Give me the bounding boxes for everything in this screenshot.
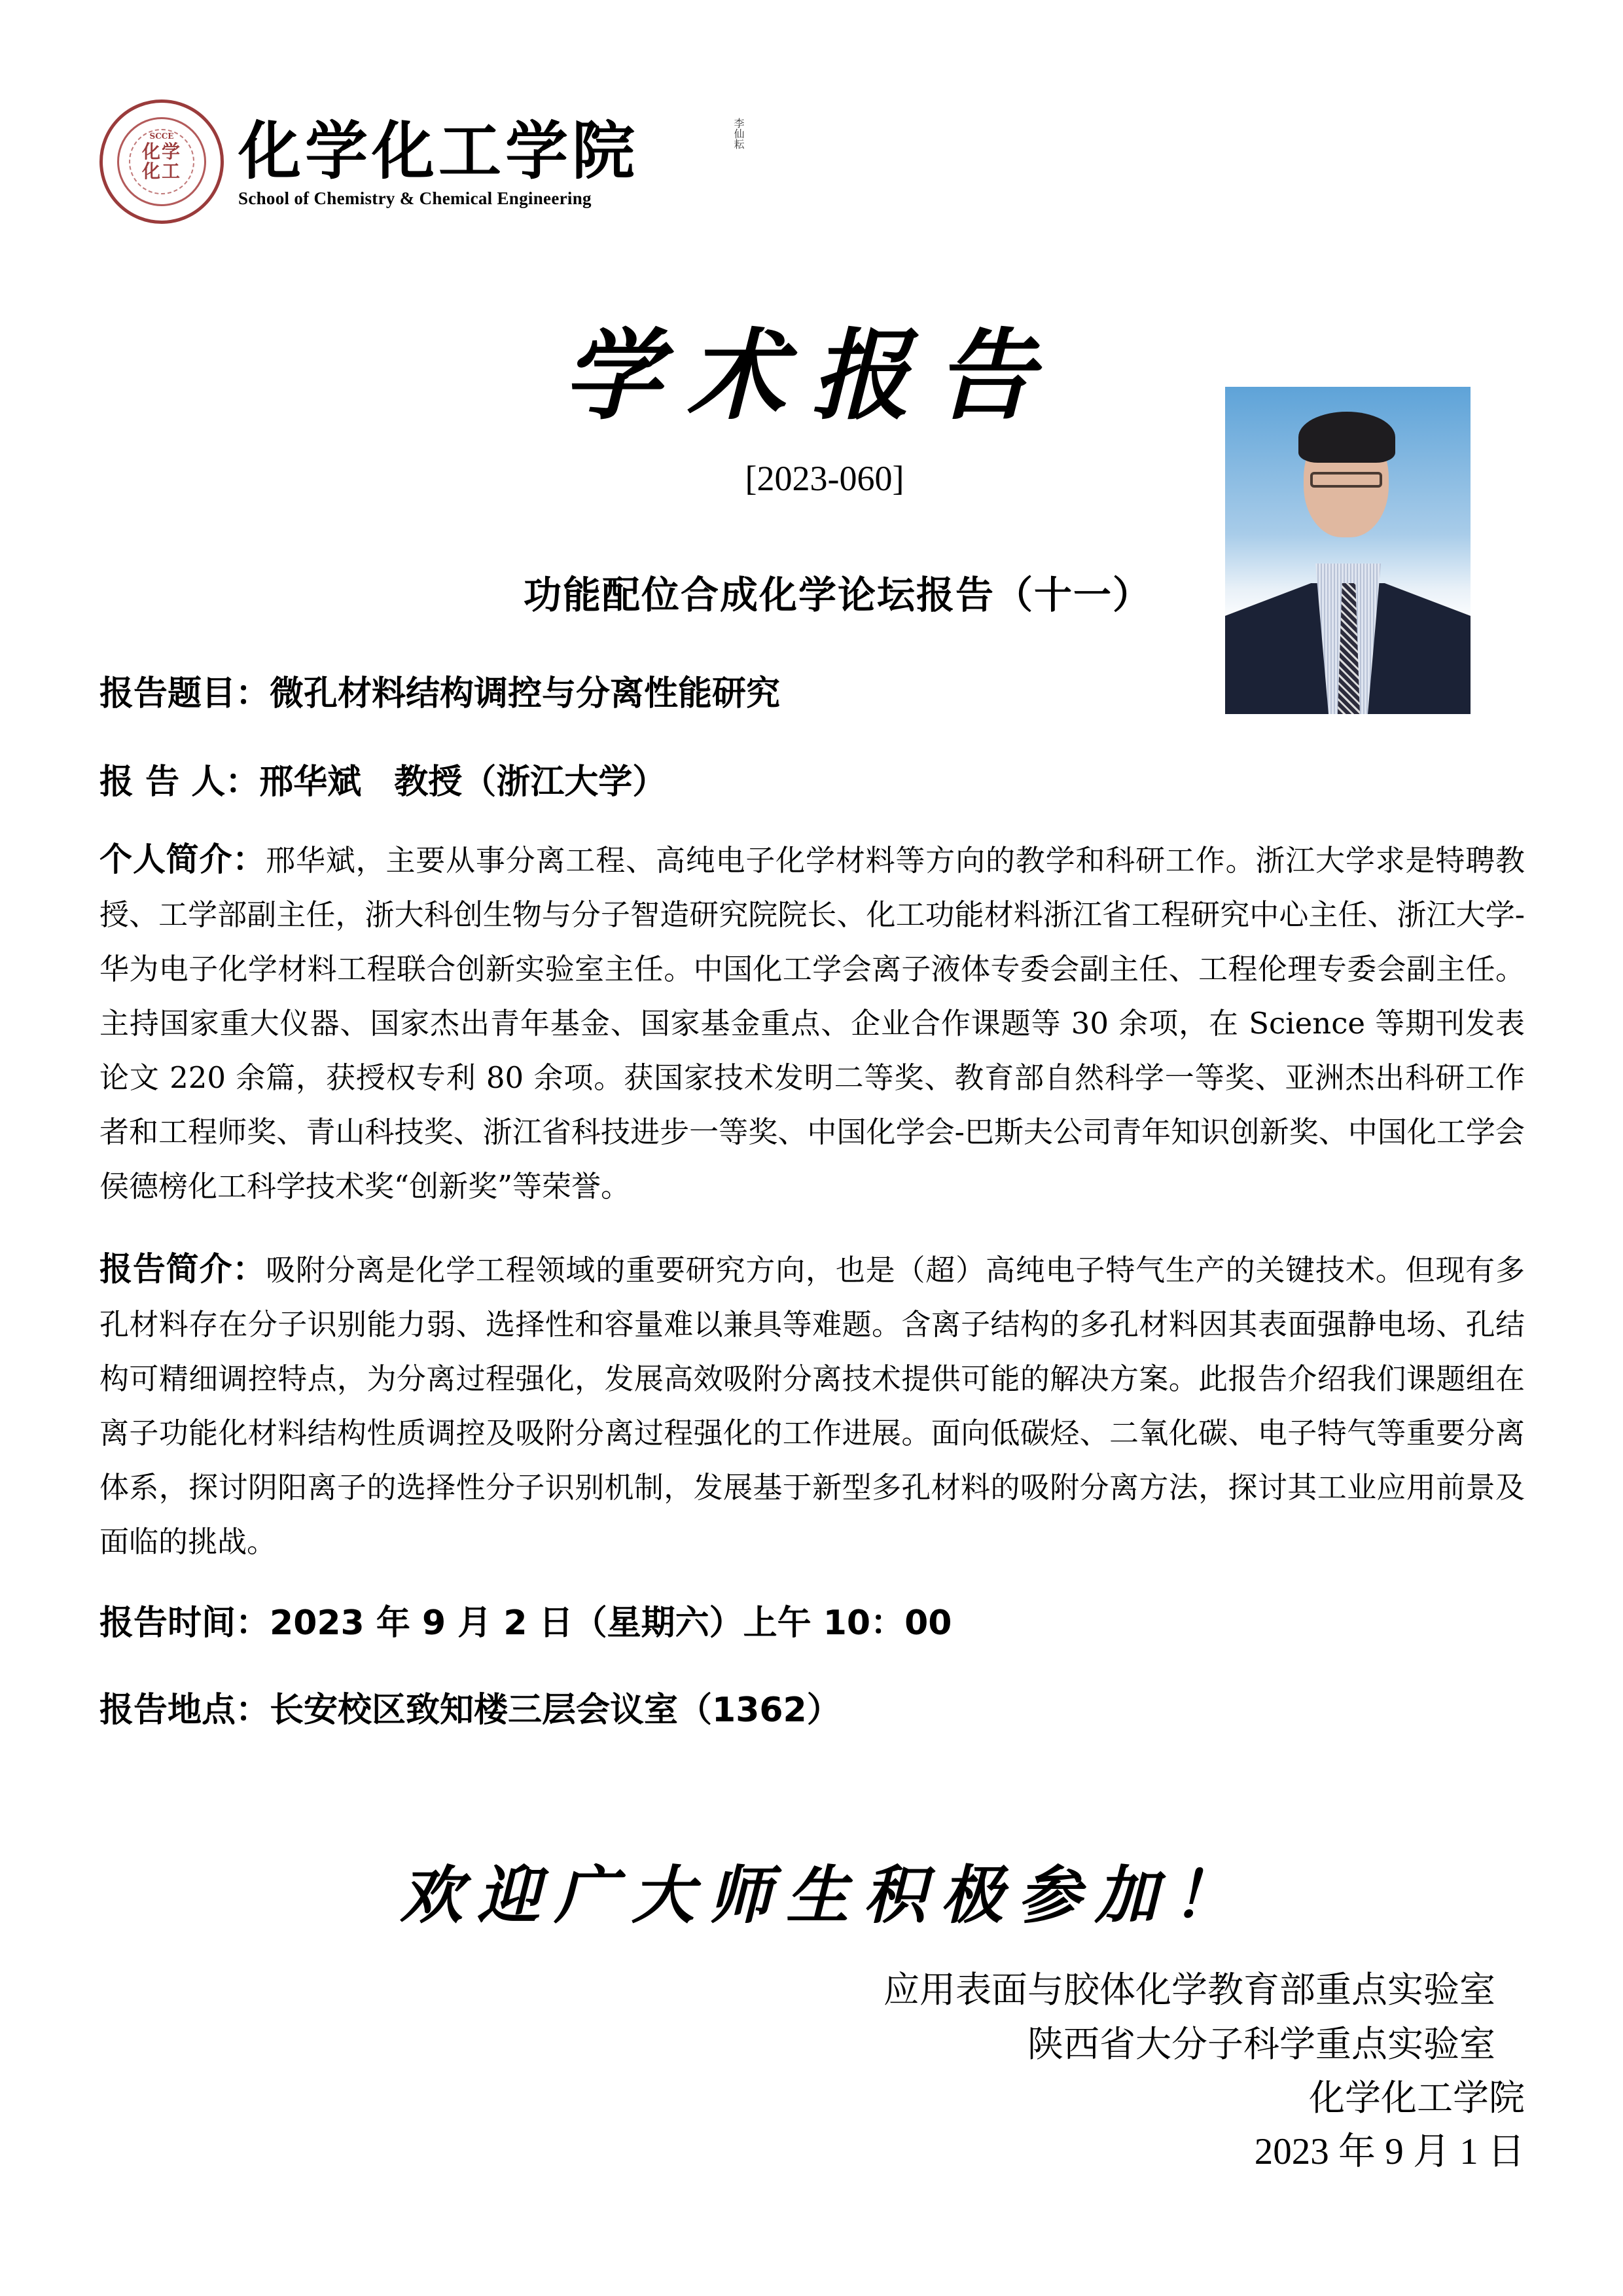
report-place [99,1691,841,1730]
time-value: 2023 年 9 月 2 日（星期六）上午 10：00 [270,1604,952,1643]
report-speaker [99,762,666,802]
logo-text-block [238,115,639,209]
organizer-1: 应用表面与胶体化学教育部重点实验室 [883,1969,1495,2011]
abstract-label: 报告简介： [99,1250,266,1288]
place-label: 报告地点： [99,1691,270,1730]
seal-core-text: 化学化工 [141,141,181,182]
school-seal-icon [99,99,224,224]
school-name-cn: 化学化工学院 [238,114,639,188]
time-label: 报告时间： [99,1604,270,1643]
speaker-name: 邢华斌 [259,762,362,802]
issue-date: 2023 年 9 月 1 日 [1254,2131,1525,2172]
welcome-banner: 欢迎广大师生积极参加！ [400,1859,1249,1932]
speaker-title: 教授（浙江大学） [394,762,667,802]
speaker-photo [1225,387,1471,714]
abstract-text: 吸附分离是化学工程领域的重要研究方向，也是（超）高纯电子特气生产的关键技术。但现有多孔材料存在分子识别能力弱、选择性和容量难以兼具等难题。含离子结构的多孔材料因其表面强静电场、孔结构可精细调控特点，为分离过程强化，发展高效吸附分离技术提供可能的解决方案。此报告介绍我们课题组在离子功能化材料结构性质调控及吸附分离过程强化的工作进展。面向低碳烃、二氧化碳、电子特气等重要分离体系，探讨阴阳离子的选择性分子识别机制，发展基于新型多孔材料的吸附分离方法，探讨其工业应用前景及面临的挑战。 [99,1253,1525,1559]
place-value: 长安校区致知楼三层会议室（1362） [270,1691,841,1730]
organizer-3: 化学化工学院 [1308,2077,1525,2119]
speaker-bio [99,833,1525,1213]
seal-abbreviation: SCCE [149,132,174,141]
school-logo [99,99,745,224]
photo-hair [1298,412,1395,463]
series-title: 功能配位合成化学论坛报告（十一） [523,573,1152,617]
report-time [99,1604,952,1643]
topic-label: 报告题目： [99,674,270,713]
school-name-en: School of Chemistry & Chemical Engineering [238,188,592,208]
speaker-label: 报 告 人： [99,762,260,802]
bio-label: 个人简介： [99,840,266,878]
topic-value: 微孔材料结构调控与分离性能研究 [270,674,781,713]
photo-glasses [1310,472,1382,488]
page-title: 学术报告 [562,319,1060,433]
organizer-2: 陕西省大分子科学重点实验室 [1027,2023,1495,2065]
bio-text: 邢华斌，主要从事分离工程、高纯电子化学材料等方向的教学和科研工作。浙江大学求是特聘教授、工学部副主任，浙大科创生物与分子智造研究院院长、化工功能材料浙江省工程研究中心主任、浙江大学-华为电子化学材料工程联合创新实验室主任。中国化工学会离子液体专委会副主任、工程伦理专委会副主任。主持国家重大仪器、国家杰出青年基金、国家基金重点、企业合作课题等 30 余项，在 Science 等期刊发表论文 220 余篇，获授权专利 80 余项。获国家技术发明二等奖、教育部自然科学一等奖、亚洲杰出科研工作者和工程师奖、青山科技奖、浙江省科技进步一等奖、中国化学会-巴斯夫公司青年知识创新奖、中国化工学会侯德榜化工科学技术奖“创新奖”等荣誉。 [99,843,1525,1204]
report-number: [2023-060] [745,459,904,498]
report-topic [99,674,780,713]
report-abstract [99,1242,1525,1569]
calligrapher-signature: 李仙耘 [732,118,745,149]
